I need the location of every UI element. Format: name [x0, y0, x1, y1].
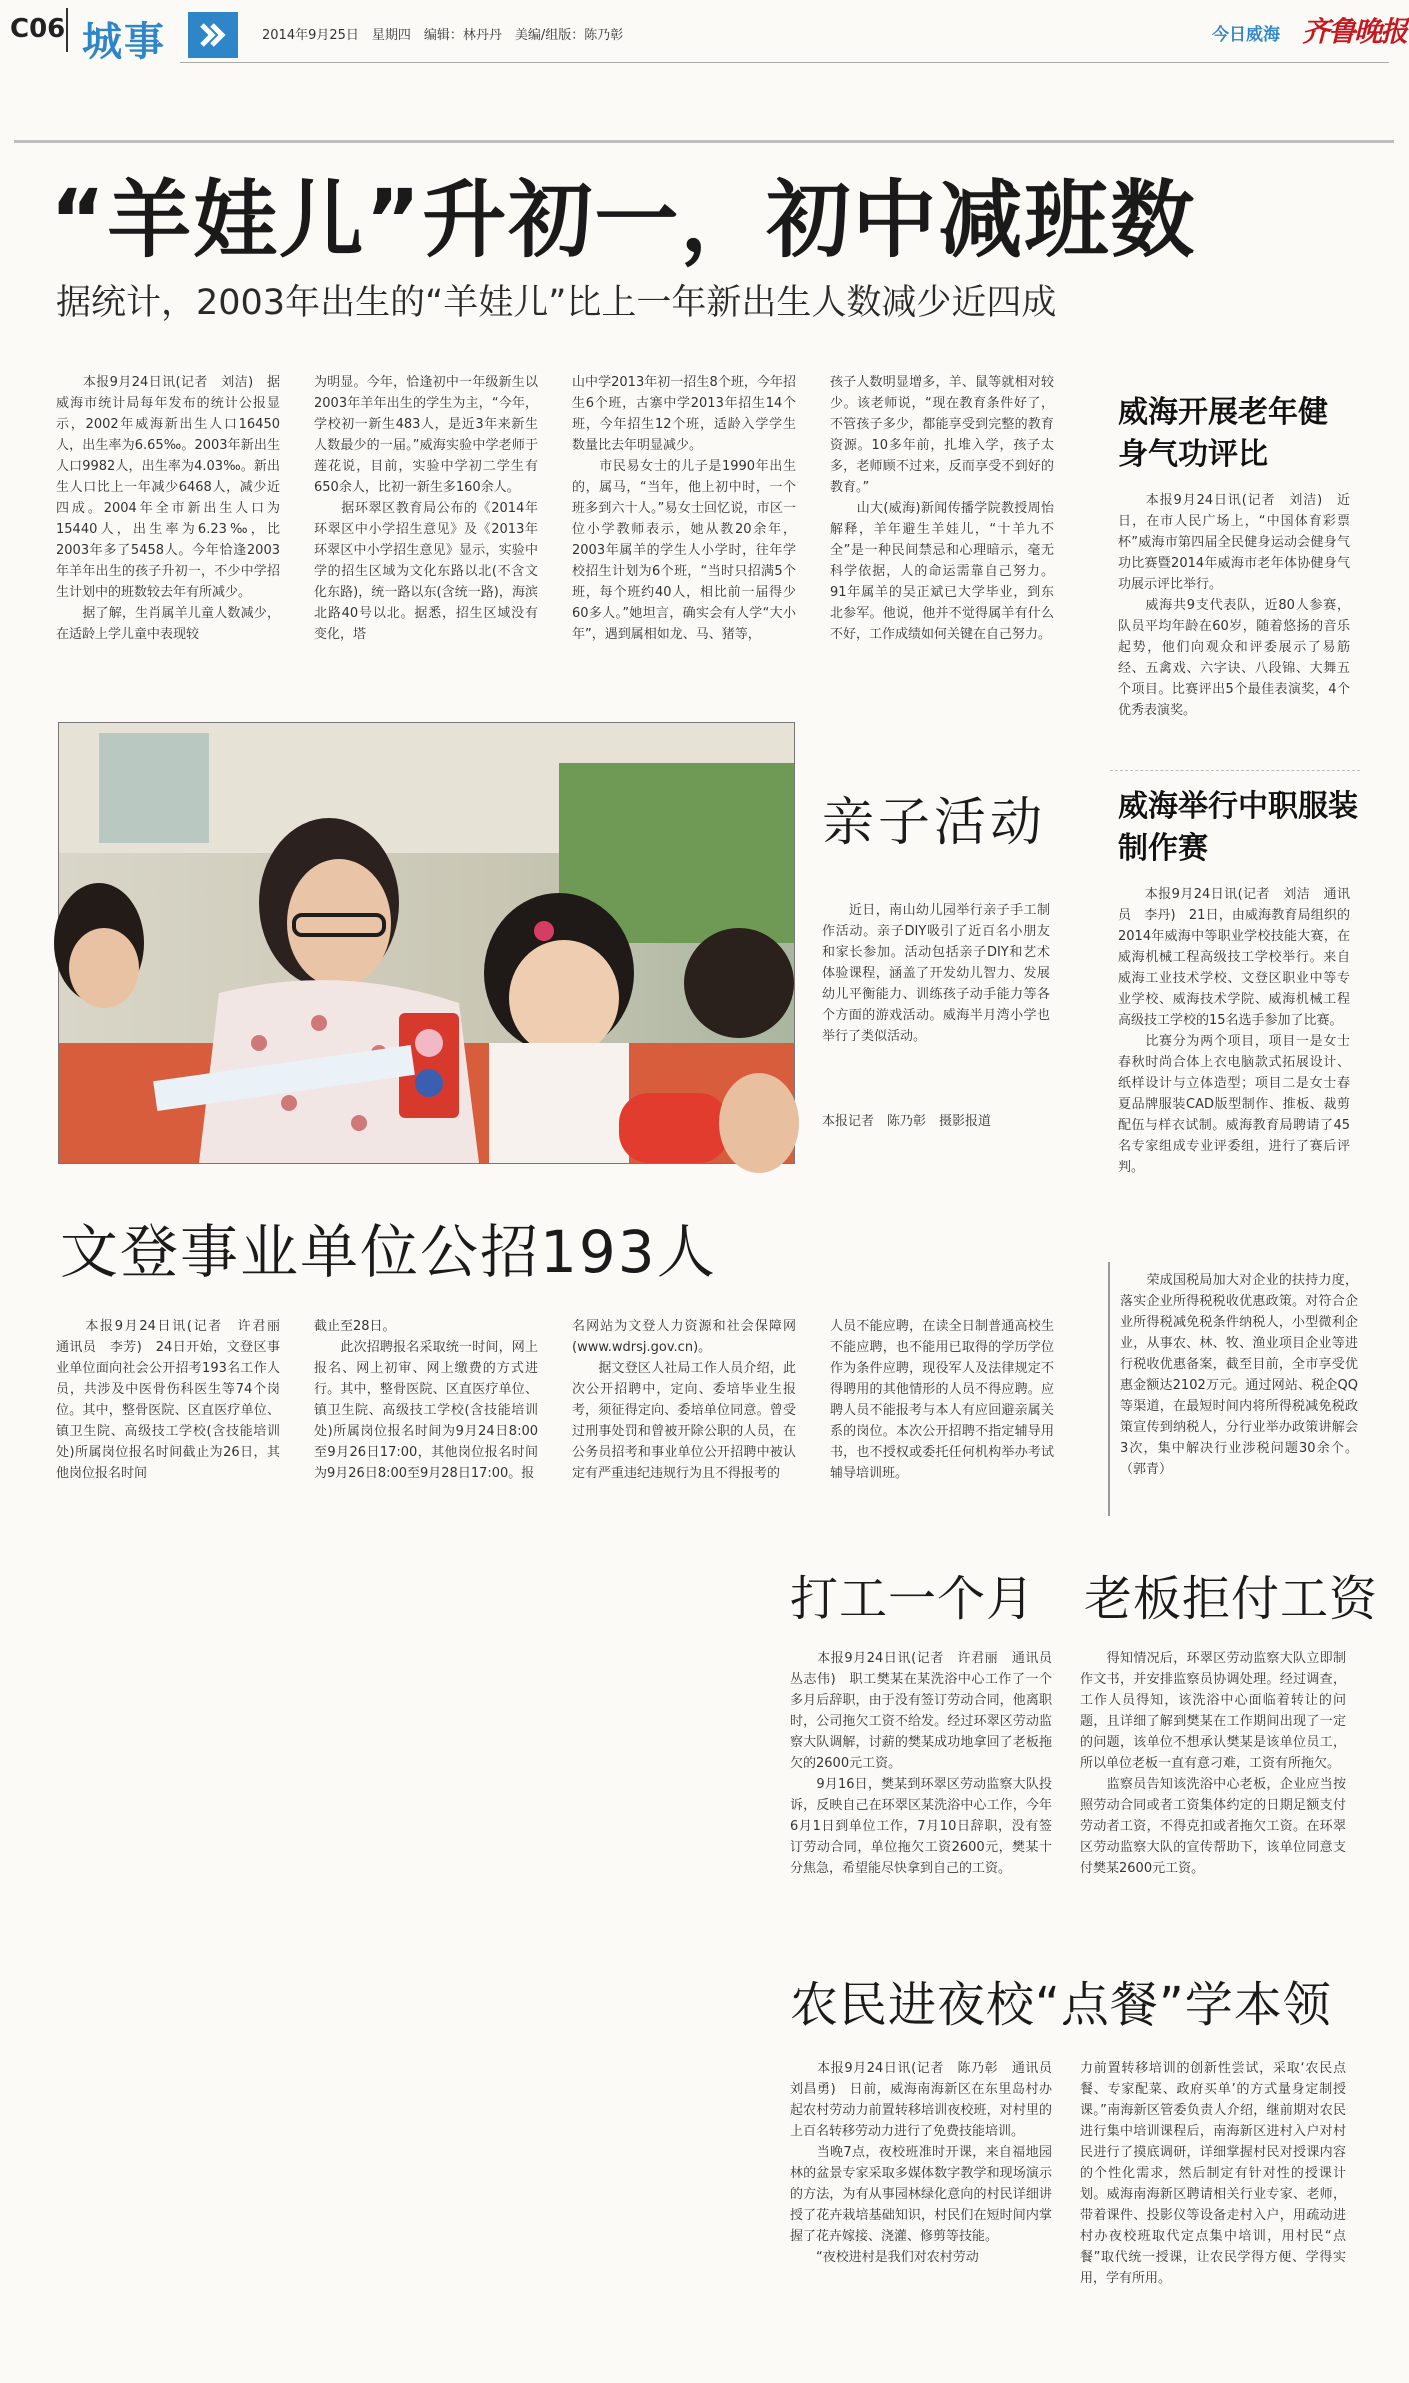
header-separator: [66, 8, 68, 52]
tax-box: [1108, 1262, 1366, 1516]
right-divider-1: [1110, 770, 1360, 771]
lead-column-4: 孩子人数明显增多，羊、鼠等就相对较少。该老师说，“现在教育条件好了，不管孩子多少，都能享受到完整的教育资源。10多年前，扎堆入学，孩子太多，老师顾不过来，反而享受不到好的教育。” 山大(威海)新闻传播学院教授周怡解释，羊年避生羊娃儿，“十羊九不全”是一种民间禁忌和心理暗示，毫无科学依据，人的命运需靠自己努力。91年属羊的吴正斌已大学毕业，到东北参军。他说，他并不觉得属羊有什么不好，工作成绩如何关键在自己努力。: [830, 375, 1054, 642]
edition-name: 今日威海: [1212, 25, 1280, 45]
tax-body: 荣成国税局加大对企业的扶持力度，落实企业所得税税收优惠政策。对符合企业所得税减免税条件纳税人，小型微利企业，从事农、林、牧、渔业项目企业等进行税收优惠备案，截至目前，全市享受优惠金额达2102万元。通过网站、税企QQ等渠道，在最短时间内将所得税减免税政策宣传到纳税人，分行业举办政策讲解会3次，集中解决行业涉税问题30余个。（郭青）: [1120, 1273, 1358, 1477]
lead-column-3: 山中学2013年初一招生8个班，今年招生6个班，古寨中学2013年招生14个班，今年招生12个班，适龄入学学生数量比去年明显减少。 市民易女士的儿子是1990年出生的，属马，“当年，他上初中时，一个班多到六十人。”易女士回忆说，市区一位小学教师表示，她从教20余年，2003年属羊的学生人小学时，往年学校招生计划为6个班，“当时只招满5个班，每个班约40人，相比前一届得少60多人。”她坦言，确实会有人学“大小年”，遇到属相如龙、马、猪等，: [572, 375, 796, 642]
vocational-body: 本报9月24日讯(记者 刘洁 通讯员 李丹) 21日，由威海教育局组织的2014年威海中等职业学校技能大赛，在威海机械工程高级技工学校举行。来自威海工业技术学校、文登区职业中等专业学校、威海技术学院、威海机械工程高级技工学校的15名选手参加了比赛。 比赛分为两个项目，项目一是女士春秋时尚合体上衣电脑款式拓展设计、纸样设计与立体造型；项目二是女士春夏品牌服装CAD版型制作、推板、裁剪配伍与样衣试制。威海教育局聘请了45名专家组成专业评委组，进行了赛后评判。: [1118, 887, 1350, 1175]
lead-column-1: 本报9月24日讯(记者 刘洁) 据威海市统计局每年发布的统计公报显示，2002年威海新出生人口16450人，出生率为6.65‰。2003年新出生人口9982人，出生率为4.03‰。新出生人口比上一年减少6468人，减少近四成。2004年全市新出生人口为15440人，出生率为6.23‰，比2003年多了5458人。今年恰逢2003年羊年出生的孩子升初一，不少中学招生计划中的班数较去年有所减少。 据了解，生肖属羊儿童人数减少，在适龄上学儿童中表现较: [56, 375, 280, 642]
night-school-column-2: 力前置转移培训的创新性尝试，采取‘农民点餐、专家配菜、政府买单’的方式量身定制授课。”南海新区管委负责人介绍，继前期对农民进行集中培训课程后，南海新区进村入户对村民进行了摸底调研，详细掌握村民对授课内容的个性化需求，然后制定有针对性的授课计划。威海南海新区聘请相关行业专家、老师，带着课件、投影仪等设备走村入户，用疏动进村办夜校班取代定点集中培训，用村民“点餐”取代统一授课，让农民学得方便、学得实用，学有所用。: [1080, 2061, 1346, 2286]
newspaper-logo: 齐鲁晚报: [1302, 15, 1407, 48]
photo-caption: 近日，南山幼儿园举行亲子手工制作活动。亲子DIY吸引了近百名小朋友和家长参加。活动包括亲子DIY和艺术体验课程，涵盖了开发幼儿智力、发展幼儿平衡能力、训练孩子动手能力等各个方面的游戏活动。威海半月湾小学也举行了类似活动。: [822, 903, 1050, 1044]
top-rule: [14, 140, 1394, 143]
night-school-headline: 农民进夜校“点餐”学本领: [790, 1977, 1332, 2033]
photo-kindergarten-mother-child: [58, 722, 795, 1164]
wendeng-column-4: 人员不能应聘，在读全日制普通高校生不能应聘，也不能用已取得的学历学位作为条件应聘，现役军人及法律规定不得聘用的其他情形的人员不得应聘。应聘人员不能报考与本人有应回避亲属关系的岗位。本次公开招聘不指定辅导用书，也不授权或委托任何机构举办考试辅导培训班。: [830, 1319, 1054, 1481]
page-number: C06: [10, 14, 66, 44]
section-name: 城事: [82, 19, 166, 65]
photo-credit: 本报记者 陈乃彰 摄影报道: [822, 1114, 992, 1129]
fitness-body: 本报9月24日讯(记者 刘洁) 近日，在市人民广场上，“中国体育彩票杯”威海市第四届全民健身运动会健身气功比赛暨2014年威海市老年体协健身气功展示评比举行。 威海共9支代表队，近80人参赛，队员平均年龄在60岁，随着悠扬的音乐起势，他们向观众和评委展示了易筋经、五禽戏、六字诀、八段锦、大舞五个项目。比赛评出5个最佳表演奖，4个优秀表演奖。: [1118, 493, 1350, 718]
wendeng-headline: 文登事业单位公招193人: [60, 1218, 717, 1286]
lead-column-2: 为明显。今年，恰逢初中一年级新生以2003年羊年出生的学生为主，“今年，学校初一新生483人，是近3年来新生人数最少的一届。”威海实验中学老师于莲花说，目前，实验中学初二学生有650余人，比初一新生多160余人。 据环翠区教育局公布的《2014年环翠区中小学招生意见》及《2013年环翠区中小学招生意见》显示，实验中学的招生区域为文化东路以北(不含文化东路)，统一路以东(含统一路)，海滨北路40号以北。据悉，招生区域没有变化，塔: [314, 375, 538, 642]
lead-subheadline: 据统计，2003年出生的“羊娃儿”比上一年新出生人数减少近四成: [56, 283, 1057, 323]
wage-column-2: 得知情况后，环翠区劳动监察大队立即制作文书，并安排监察员协调处理。经过调查，工作人员得知，该洗浴中心面临着转让的问题，且详细了解到樊某在工作期间出现了一定的问题，该单位不想承认樊某是该单位员工，所以单位老板一直有意刁难，工资有所拖欠。 监察员告知该洗浴中心老板，企业应当按照劳动合同或者工资集体约定的日期足额支付劳动者工资，不得克扣或者拖欠工资。在环翠区劳动监察大队的宣传帮助下，该单位同意支付樊某2600元工资。: [1080, 1651, 1346, 1876]
wage-column-1: 本报9月24日讯(记者 许君丽 通讯员 丛志伟) 职工樊某在某洗浴中心工作了一个多月后辞职，由于没有签订劳动合同，他离职时，公司拖欠工资不给发。经过环翠区劳动监察大队调解，讨薪的樊某成功地拿回了老板拖欠的2600元工资。 9月16日，樊某到环翠区劳动监察大队投诉，反映自己在环翠区某洗浴中心工作，今年6月1日到单位工作，7月10日辞职，没有签订劳动合同，单位拖欠工资2600元，樊某十分焦急，希望能尽快拿到自己的工资。: [790, 1651, 1052, 1876]
page-header: [0, 0, 1409, 80]
night-school-column-1: 本报9月24日讯(记者 陈乃彰 通讯员 刘昌勇) 日前，威海南海新区在东里岛村办起农村劳动力前置转移培训夜校班，对村里的上百名转移劳动力进行了免费技能培训。 当晚7点，夜校班准时开课，来自福地园林的盆景专家采取多媒体数字教学和现场演示的方法，为有从事园林绿化意向的村民详细讲授了花卉栽培基础知识，村民们在短时间内掌握了花卉嫁接、浇灌、修剪等技能。 “夜校进村是我们对农村劳动: [790, 2061, 1052, 2265]
wage-headline: 打工一个月 老板拒付工资: [790, 1571, 1379, 1627]
issue-date-line: 2014年9月25日 星期四 编辑：林丹丹 美编/组版：陈乃彰: [262, 28, 624, 43]
lead-headline: “羊娃儿”升初一，初中减班数: [50, 171, 1197, 269]
header-thin-rule: [180, 62, 1389, 63]
wendeng-column-3: 名网站为文登人力资源和社会保障网(www.wdrsj.gov.cn)。 据文登区人社局工作人员介绍，此次公开招聘中，定向、委培毕业生报考，须征得定向、委培单位同意。曾受过刑事处罚和曾被开除公职的人员，在公务员招考和事业单位公开招聘中被认定有严重违纪违规行为且不得报考的: [572, 1319, 796, 1481]
wendeng-column-2: 截止至28日。 此次招聘报名采取统一时间，网上报名、网上初审、网上缴费的方式进行。其中，整骨医院、区直医疗单位、镇卫生院、高级技工学校(含技能培训处)所属岗位报名时间为9月24日8:00至9月26日17:00，其他岗位报名时间为9月26日8:00至9月28日17:00。报: [314, 1319, 538, 1481]
wendeng-column-1: 本报9月24日讯(记者 许君丽 通讯员 李芳) 24日开始，文登区事业单位面向社会公开招考193名工作人员，共涉及中医骨伤科医生等74个岗位。其中，整骨医院、区直医疗单位、镇卫生院、高级技工学校(含技能培训处)所属岗位报名时间截止为26日，其他岗位报名时间: [56, 1319, 294, 1481]
double-chevron-icon: [188, 12, 238, 58]
photo-headline: 亲子活动: [822, 793, 1047, 853]
fitness-headline: 威海开展老年健身气功评比: [1118, 395, 1328, 472]
vocational-headline: 威海举行中职服装制作赛: [1118, 789, 1358, 866]
